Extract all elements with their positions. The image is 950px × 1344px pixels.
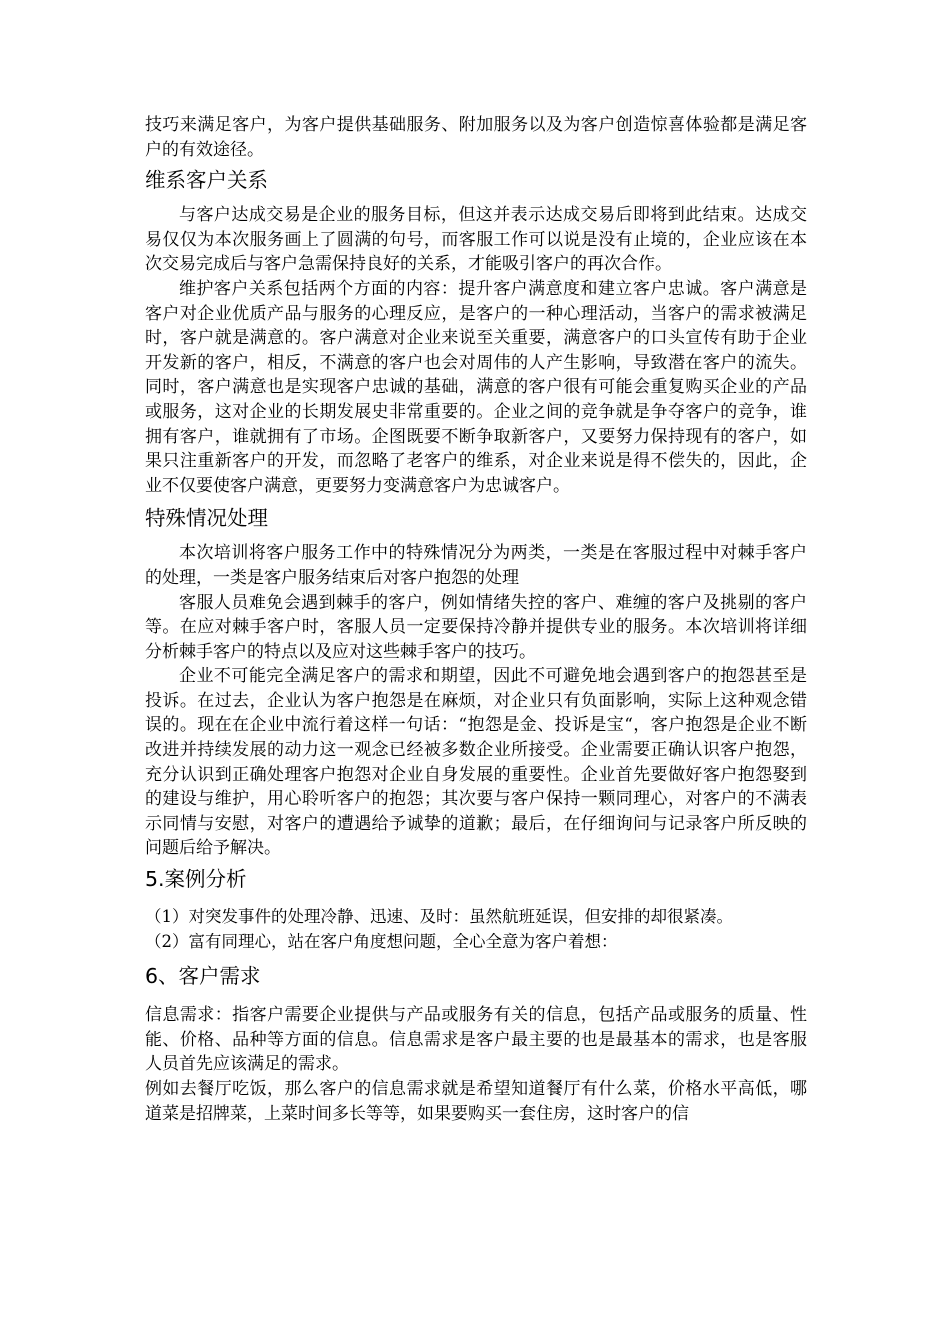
demand-paragraph-2: 例如去餐厅吃饭，那么客户的信息需求就是希望知道餐厅有什么菜，价格水平高低，哪道菜是招牌菜，上菜时间多长等等，如果要购买一套住房，这时客户的信 (145, 1079, 807, 1124)
heading-customer-demand: 6、客户需求 (145, 964, 261, 989)
case-item-1: （1）对突发事件的处理冷静、迅速、及时：虽然航班延误，但安排的却很紧凑。 (145, 907, 733, 927)
intro-paragraph: 技巧来满足客户，为客户提供基础服务、附加服务以及为客户创造惊喜体验都是满足客户的有效途径。 (145, 115, 807, 160)
demand-paragraph-1: 信息需求：指客户需要企业提供与产品或服务有关的信息，包括产品或服务的质量、性能、价格、品种等方面的信息。信息需求是客户最主要的也是最基本的需求，也是客服人员首先应该满足的需求。 (145, 1005, 807, 1075)
document-page (145, 113, 807, 1126)
maintain-paragraph-1: 与客户达成交易是企业的服务目标，但这并表示达成交易后即将到此结束。达成交易仅仅为本次服务画上了圆满的句号，而客服工作可以说是没有止境的，企业应该在本次交易完成后与客户急需保持良好的关系，才能吸引客户的再次合作。 (145, 205, 807, 275)
special-paragraph-1: 本次培训将客户服务工作中的特殊情况分为两类，一类是在客服过程中对棘手客户的处理，一类是客户服务结束后对客户抱怨的处理 (145, 543, 807, 588)
case-item-2: （2）富有同理心，站在客户角度想问题，全心全意为客户着想： (145, 931, 618, 951)
heading-maintain-relationship: 维系客户关系 (145, 168, 268, 193)
heading-special-cases: 特殊情况处理 (145, 506, 268, 531)
special-paragraph-3: 企业不可能完全满足客户的需求和期望，因此不可避免地会遇到客户的抱怨甚至是投诉。在过去，企业认为客户抱怨是在麻烦，对企业只有负面影响，实际上这种观念错误的。现在在企业中流行着这样一句话：“抱怨是金、投诉是宝“，客户抱怨是企业不断改进并持续发展的动力这一观念已经被多数企业所接受。企业需要正确认识客户抱怨，充分认识到正确处理客户抱怨对企业自身发展的重要性。企业首先要做好客户抱怨娶到的建设与维护，用心聆听客户的抱怨；其次要与客户保持一颗同理心，对客户的不满表示同情与安慰，对客户的遭遇给予诚挚的道歉；最后，在仔细询问与记录客户所反映的问题后给予解决。 (145, 666, 807, 859)
special-paragraph-2: 客服人员难免会遇到棘手的客户，例如情绪失控的客户、难缠的客户及挑剔的客户等。在应对棘手客户时，客服人员一定要保持冷静并提供专业的服务。本次培训将详细分析棘手客户的特点以及应对这些棘手客户的技巧。 (145, 592, 807, 662)
heading-case-analysis: 5.案例分析 (145, 867, 247, 892)
maintain-paragraph-2: 维护客户关系包括两个方面的内容：提升客户满意度和建立客户忠诚。客户满意是客户对企业优质产品与服务的心理反应，是客户的一种心理活动，当客户的需求被满足时，客户就是满意的。客户满意对企业来说至关重要，满意客户的口头宣传有助于企业开发新的客户，相反，不满意的客户也会对周伟的人产生影响，导致潜在客户的流失。同时，客户满意也是实现客户忠诚的基础，满意的客户很有可能会重复购买企业的产品或服务，这对企业的长期发展史非常重要的。企业之间的竞争就是争夺客户的竞争，谁拥有客户，谁就拥有了市场。企图既要不断争取新客户，又要努力保持现有的客户，如果只注重新客户的开发，而忽略了老客户的维系，对企业来说是得不偿失的，因此，企业不仅要使客户满意，更要努力变满意客户为忠诚客户。 (145, 278, 807, 496)
